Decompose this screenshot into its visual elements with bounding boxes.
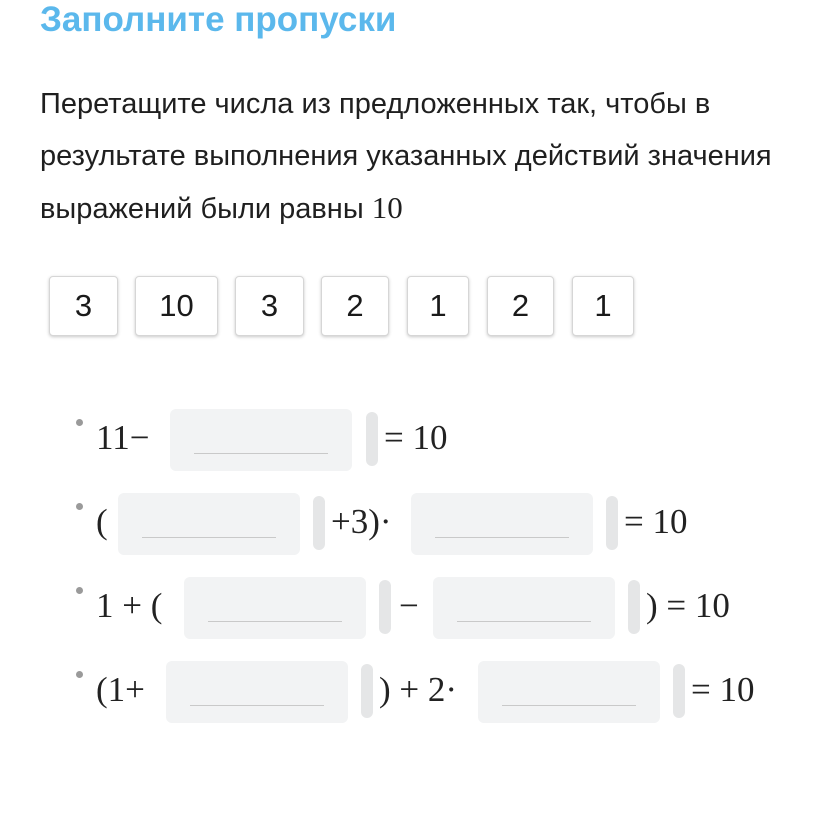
answer-drop-slot[interactable] (166, 661, 348, 723)
slot-handle (606, 496, 618, 550)
answer-drop-slot[interactable] (433, 577, 615, 639)
bullet-icon (76, 419, 83, 426)
bullet-icon (76, 587, 83, 594)
number-chip[interactable]: 3 (235, 276, 304, 336)
answer-drop-slot[interactable] (184, 577, 366, 639)
slot-handle (366, 412, 378, 466)
answer-drop-slot[interactable] (411, 493, 593, 555)
instruction-target-value: 10 (371, 190, 403, 225)
exercise-title: Заполните пропуски (40, 0, 397, 39)
number-chip[interactable]: 1 (407, 276, 469, 336)
number-chip[interactable]: 10 (135, 276, 218, 336)
bullet-icon (76, 503, 83, 510)
equation-text: 1 + ( (96, 586, 163, 625)
slot-handle (313, 496, 325, 550)
equation-text: − (399, 586, 419, 625)
answer-drop-slot[interactable] (118, 493, 300, 555)
answer-drop-slot[interactable] (170, 409, 352, 471)
number-chip[interactable]: 2 (321, 276, 389, 336)
instruction-body: Перетащите числа из предложенных так, чтобы в результате выполнения указанных действий значения выражений были равны (40, 88, 772, 225)
equation-text: ) + 2· (379, 670, 458, 709)
equation-text: +3)· (331, 502, 392, 541)
number-chip[interactable]: 2 (487, 276, 554, 336)
bullet-icon (76, 671, 83, 678)
instruction-text (40, 78, 810, 235)
answer-drop-slot[interactable] (478, 661, 660, 723)
equation-text: = 10 (384, 418, 448, 457)
equation-text: = 10 (691, 670, 755, 709)
slot-handle (361, 664, 373, 718)
equation-text: ) = 10 (646, 586, 730, 625)
equation-text: 11− (96, 418, 150, 457)
slot-handle (628, 580, 640, 634)
slot-handle (673, 664, 685, 718)
number-chip[interactable]: 3 (49, 276, 118, 336)
slot-handle (379, 580, 391, 634)
equation-text: (1+ (96, 670, 145, 709)
equation-text: = 10 (624, 502, 688, 541)
equation-text: ( (96, 502, 108, 541)
number-chip[interactable]: 1 (572, 276, 634, 336)
